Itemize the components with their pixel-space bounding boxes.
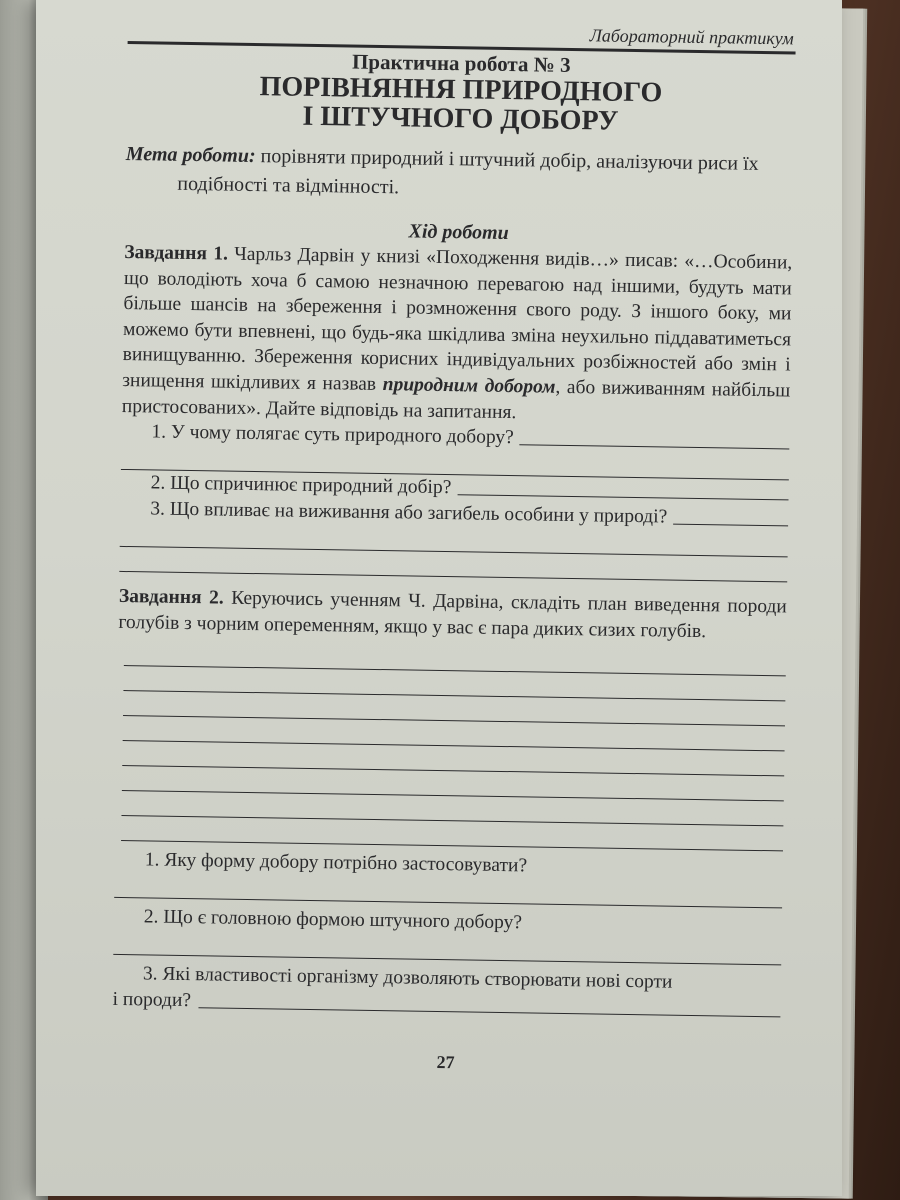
- answer-fill-line[interactable]: [520, 444, 790, 449]
- section-title: Хід роботи: [408, 220, 509, 245]
- page-content: [112, 18, 796, 1079]
- task1-label: Завдання 1.: [124, 242, 229, 265]
- question-text: 3. Які властивості організму дозволяють створювати нові сорти: [142, 963, 673, 994]
- task1-outro: , або виживанням найбільш пристосованих». Дайте відповідь на запитання.: [121, 376, 791, 423]
- question-text: 3. Що впливає на виживання або загибель особини у природі?: [150, 498, 668, 528]
- task1-paragraph: [122, 240, 793, 430]
- goal-label: Мета роботи:: [125, 143, 256, 168]
- answer-fill-line[interactable]: [457, 494, 788, 500]
- answer-fill-line[interactable]: [199, 1008, 781, 1018]
- goal-text: порівняти природний і штучний добір, аналізуючи риси їх подібності та відмінності.: [177, 145, 759, 199]
- task2-text: Керуючись ученням Ч. Дарвіна, складіть план виведення породи голубів з чорним опеременням, якщо у вас є пара диких сизих голубів.: [118, 587, 787, 642]
- work-title-line-2: І ШТУЧНОГО ДОБОРУ: [302, 100, 619, 137]
- question-text: 2. Що є головною формою штучного добору?: [143, 906, 523, 934]
- question-text: 1. Яку форму добору потрібно застосовувати?: [144, 849, 528, 877]
- task1-emphasis: природним добором: [382, 374, 556, 398]
- workbook-page: [36, 0, 842, 1196]
- task2-label: Завдання 2.: [118, 586, 224, 609]
- question-text-continued: і породи?: [112, 989, 192, 1012]
- page-number: 27: [436, 1052, 455, 1073]
- question-text: 1. У чому полягає суть природного добору?: [151, 421, 514, 449]
- running-head: Лабораторний практикум: [589, 25, 794, 49]
- goal-paragraph: [125, 140, 794, 208]
- question-text: 2. Що спричинює природний добір?: [150, 472, 452, 499]
- work-title-line-1: ПОРІВНЯННЯ ПРИРОДНОГО: [259, 70, 663, 109]
- title-block: [126, 48, 795, 139]
- answer-fill-line[interactable]: [673, 524, 788, 527]
- task2-paragraph: [118, 584, 787, 646]
- work-number: Практична робота № 3: [351, 49, 571, 77]
- task1-intro: Чарльз Дарвін у книзі «Походження видів…» писав: «…Особини, що володіють хоча б самою незначною перевагою над іншими, будуть мати більше шансів на збереження і розмноження свого роду. З іншого боку, ми можемо бути впевнені, що будь-яка шкідлива зміна неухильно піддаватиметься винищуванню. Збереження корисних індивідуальних розбіжностей або змін і знищення шкідливих я назвав: [122, 243, 793, 396]
